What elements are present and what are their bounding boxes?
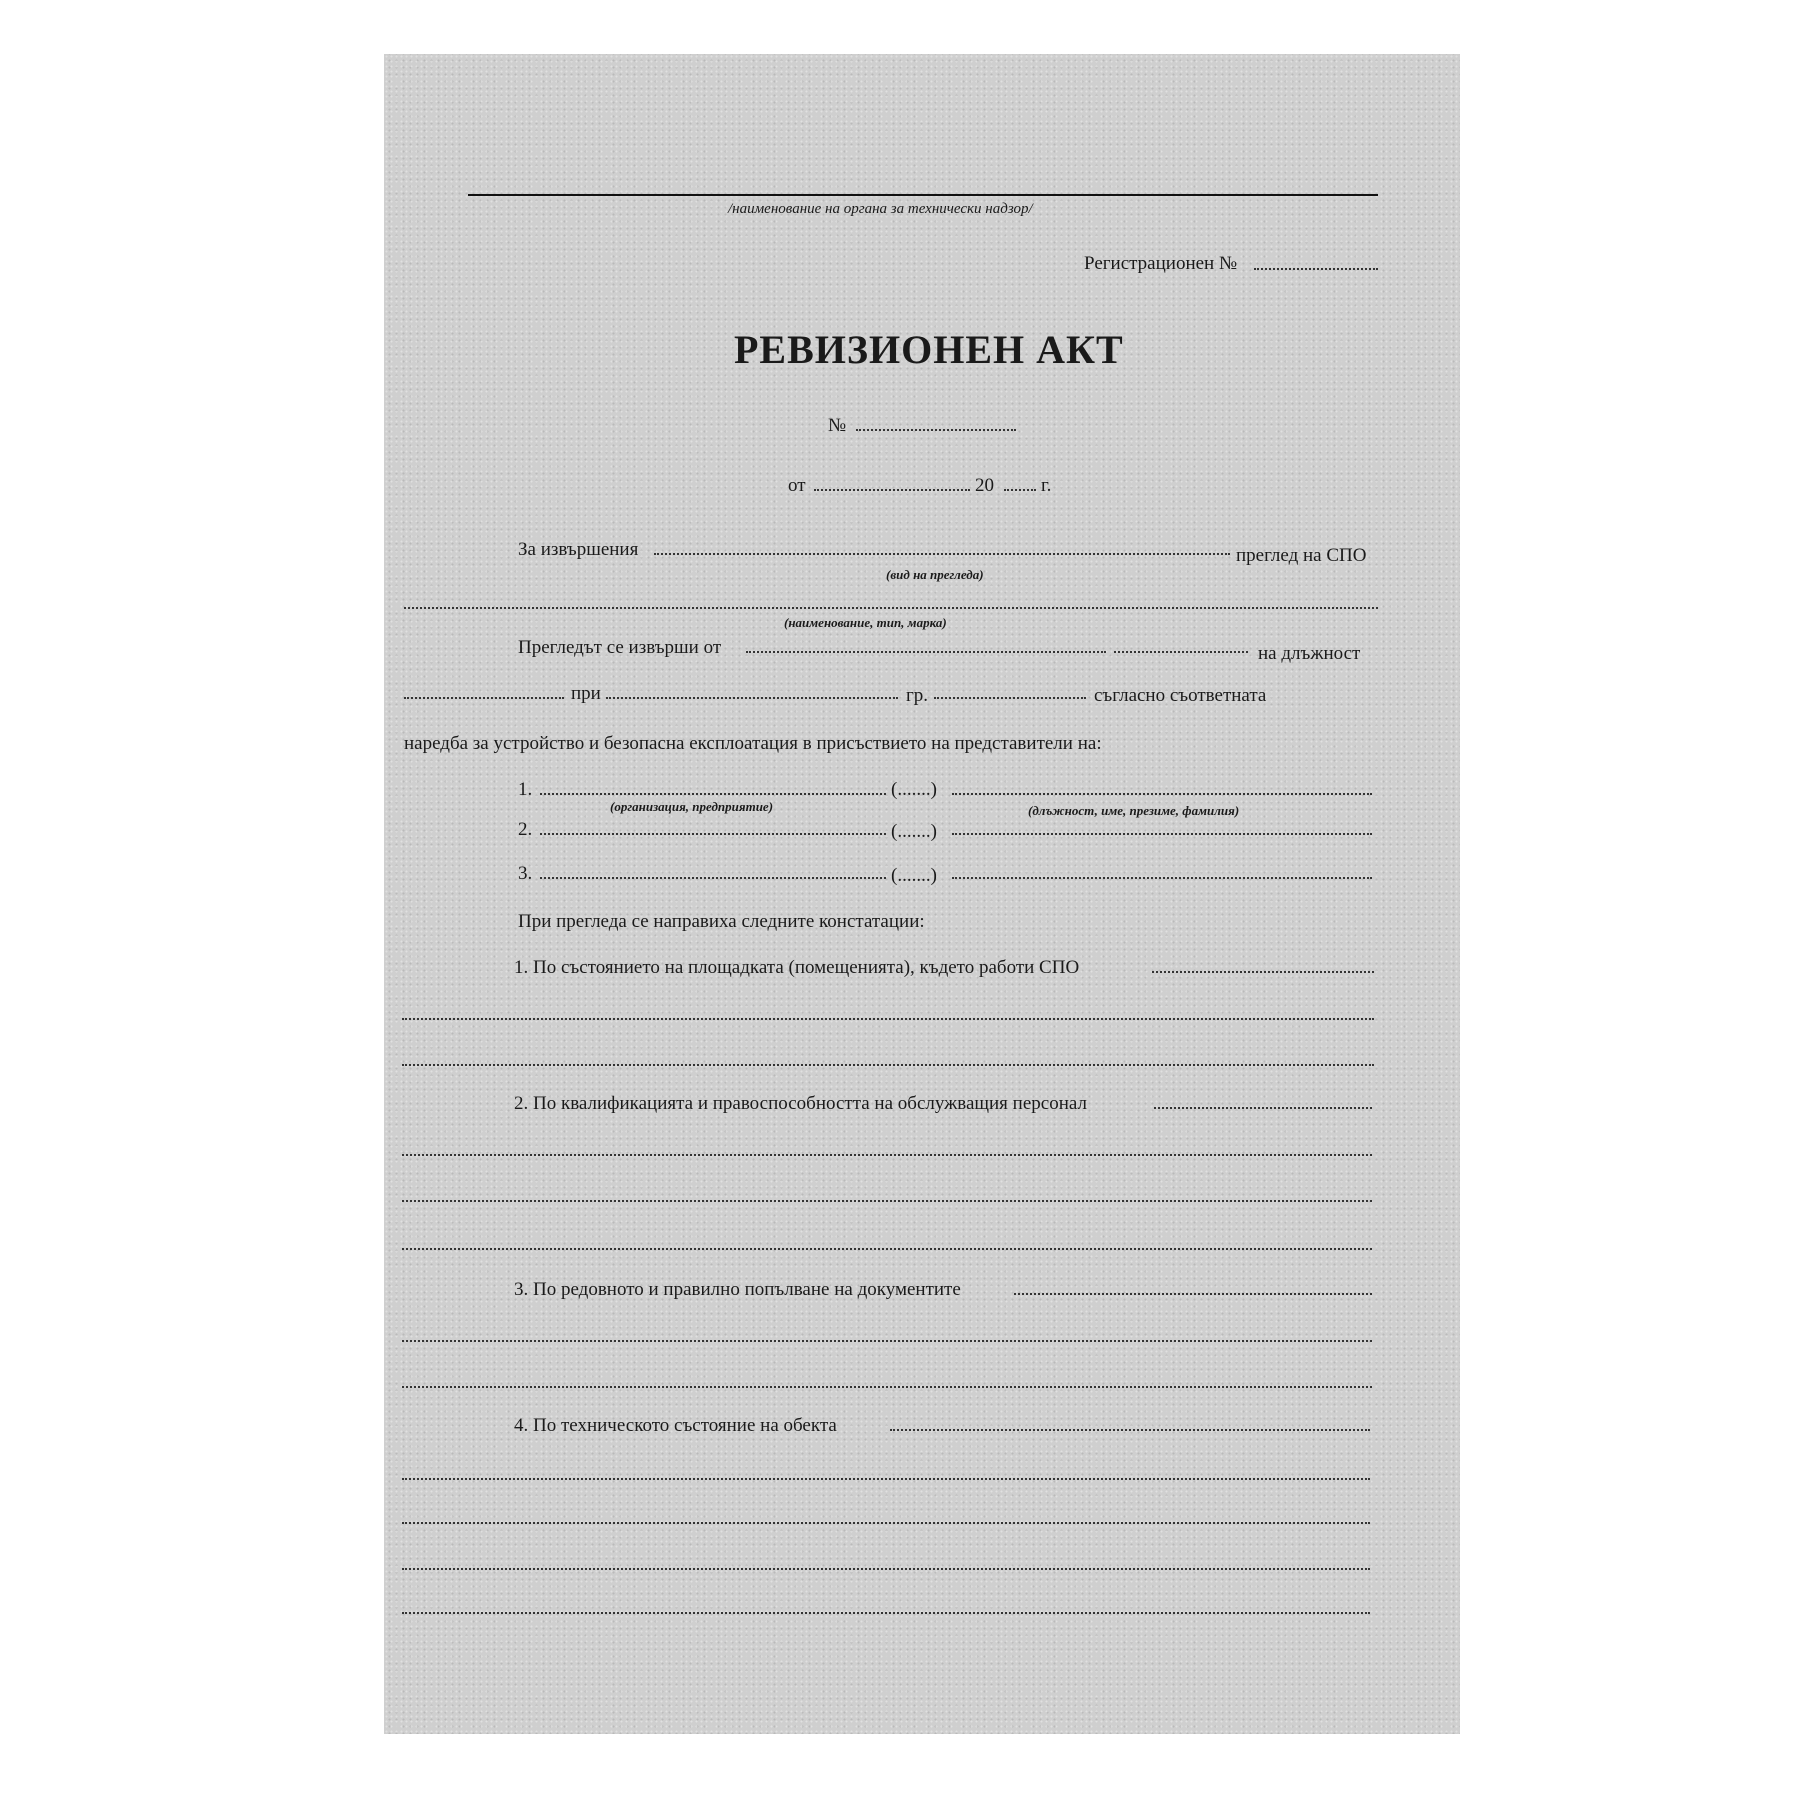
inspection-label: За извършения (518, 539, 639, 560)
rep-1-num: 1. (518, 779, 533, 800)
date-prefix: от (788, 475, 806, 496)
finding-4-line[interactable] (402, 1612, 1370, 1614)
inspection-type-caption: (вид на прегледа) (886, 567, 984, 582)
finding-1-label: 1. По състоянието на площадката (помещенията), където работи СПО (514, 957, 1080, 978)
registration-label: Регистрационен № (1084, 253, 1238, 274)
rep-3-num: 3. (518, 863, 533, 884)
findings-intro: При прегледа се направиха следните констатации: (518, 911, 925, 932)
presence-continuation: наредба за устройство и безопасна експлоатация в присъствието на представители на: (404, 733, 1102, 754)
date-year-prefix: 20 (975, 475, 994, 496)
number-label: № (828, 415, 847, 436)
finding-3-line[interactable] (402, 1340, 1372, 1342)
rep-person-caption: (длъжност, име, презиме, фамилия) (1028, 803, 1240, 818)
at-label: при (571, 683, 601, 704)
finding-4-field[interactable] (890, 1429, 1370, 1431)
rep-2-org-field[interactable] (540, 833, 886, 835)
finding-4-line[interactable] (402, 1568, 1370, 1570)
rep-1-org-field[interactable] (540, 793, 886, 795)
city-field[interactable] (934, 697, 1086, 699)
inspector-name-field[interactable] (746, 651, 1106, 653)
according-label: съгласно съответната (1094, 685, 1267, 706)
form-sheet (384, 54, 1460, 1734)
registration-number-field[interactable] (1254, 268, 1378, 270)
finding-3-line[interactable] (402, 1386, 1372, 1388)
act-number-field[interactable] (856, 429, 1016, 431)
document-title: РЕВИЗИОНЕН АКТ (734, 327, 1124, 372)
finding-2-line[interactable] (402, 1248, 1372, 1250)
inspector-name-field-2[interactable] (1114, 651, 1248, 653)
rep-2-paren: (.......) (891, 821, 937, 842)
equipment-field[interactable] (404, 607, 1378, 609)
finding-4-line[interactable] (402, 1478, 1370, 1480)
finding-2-field[interactable] (1154, 1107, 1372, 1109)
finding-2-line[interactable] (402, 1154, 1372, 1156)
finding-2-line[interactable] (402, 1200, 1372, 1202)
finding-1-field[interactable] (1152, 971, 1374, 973)
authority-caption: /наименование на органа за технически надзор/ (728, 201, 1033, 217)
finding-1-line[interactable] (402, 1064, 1374, 1066)
finding-1-line[interactable] (402, 1018, 1374, 1020)
inspection-end-text: преглед на СПО (1236, 545, 1367, 566)
authority-line (468, 194, 1378, 196)
equipment-caption: (наименование, тип, марка) (784, 615, 947, 630)
rep-3-paren: (.......) (891, 865, 937, 886)
position-field[interactable] (404, 697, 564, 699)
rep-2-person-field[interactable] (952, 833, 1372, 835)
city-label: гр. (906, 685, 929, 706)
rep-3-org-field[interactable] (540, 877, 886, 879)
performed-by-label: Прегледът се извърши от (518, 637, 722, 658)
finding-4-line[interactable] (402, 1522, 1370, 1524)
position-label: на длъжност (1258, 643, 1361, 664)
finding-2-label: 2. По квалификацията и правоспособността на обслужващия персонал (514, 1093, 1087, 1114)
rep-1-person-field[interactable] (952, 793, 1372, 795)
rep-2-num: 2. (518, 819, 533, 840)
date-suffix: г. (1041, 475, 1052, 496)
rep-3-person-field[interactable] (952, 877, 1372, 879)
finding-3-label: 3. По редовното и правилно попълване на документите (514, 1279, 961, 1300)
date-year-field[interactable] (1004, 489, 1036, 491)
inspection-type-field[interactable] (654, 553, 1230, 555)
employer-field[interactable] (606, 697, 898, 699)
finding-4-label: 4. По техническото състояние на обекта (514, 1415, 837, 1436)
date-day-month-field[interactable] (814, 489, 970, 491)
rep-org-caption: (организация, предприятие) (610, 799, 774, 814)
finding-3-field[interactable] (1014, 1293, 1372, 1295)
rep-1-paren: (.......) (891, 779, 937, 800)
